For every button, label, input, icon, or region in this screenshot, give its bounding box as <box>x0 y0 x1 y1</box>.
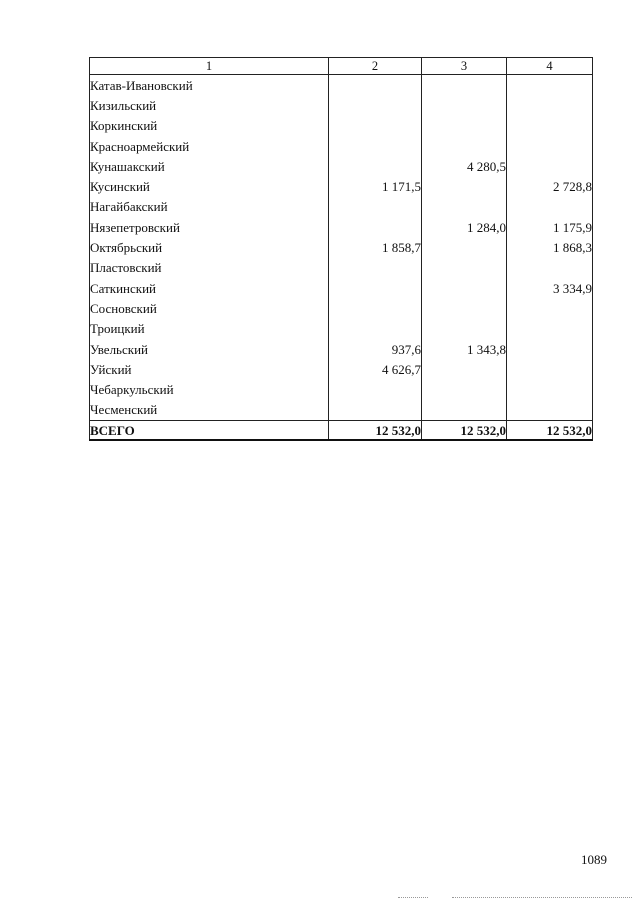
table-row <box>90 156 593 176</box>
district-name-cell: Кизильский <box>90 95 329 115</box>
district-name-cell: Нязепетровский <box>90 217 329 237</box>
district-name-cell: Уйский <box>90 359 329 379</box>
district-name-cell: Красноармейский <box>90 136 329 156</box>
value-cell <box>422 116 507 136</box>
table-row <box>90 237 593 257</box>
table-row <box>90 400 593 421</box>
value-cell: 1 858,7 <box>329 237 422 257</box>
value-cell <box>422 400 507 421</box>
value-cell <box>507 136 593 156</box>
total-value-cell: 12 532,0 <box>329 421 422 441</box>
value-cell <box>329 319 422 339</box>
value-cell <box>329 136 422 156</box>
value-cell <box>507 379 593 399</box>
value-cell <box>329 298 422 318</box>
table-row <box>90 339 593 359</box>
value-cell <box>422 95 507 115</box>
value-cell: 1 175,9 <box>507 217 593 237</box>
table-row <box>90 319 593 339</box>
value-cell <box>507 400 593 421</box>
district-name-cell: Октябрьский <box>90 237 329 257</box>
value-cell: 4 280,5 <box>422 156 507 176</box>
value-cell: 1 868,3 <box>507 237 593 257</box>
value-cell <box>507 258 593 278</box>
value-cell: 937,6 <box>329 339 422 359</box>
value-cell <box>422 176 507 196</box>
value-cell <box>507 339 593 359</box>
district-name-cell: Кунашакский <box>90 156 329 176</box>
value-cell <box>329 116 422 136</box>
header-cell: 2 <box>329 58 422 75</box>
value-cell <box>329 75 422 96</box>
value-cell <box>329 400 422 421</box>
value-cell: 1 284,0 <box>422 217 507 237</box>
district-name-cell: Пластовский <box>90 258 329 278</box>
scan-artifact-line <box>452 897 632 898</box>
total-value-cell: 12 532,0 <box>507 421 593 441</box>
value-cell <box>507 116 593 136</box>
district-name-cell: Нагайбакский <box>90 197 329 217</box>
value-cell <box>422 379 507 399</box>
value-cell <box>422 319 507 339</box>
district-name-cell: Сосновский <box>90 298 329 318</box>
table-row <box>90 75 593 96</box>
header-cell: 4 <box>507 58 593 75</box>
value-cell <box>422 237 507 257</box>
table-row <box>90 176 593 196</box>
total-label-cell: ВСЕГО <box>90 421 329 441</box>
table-row <box>90 217 593 237</box>
value-cell <box>507 319 593 339</box>
value-cell <box>329 217 422 237</box>
value-cell <box>329 95 422 115</box>
value-cell <box>422 197 507 217</box>
value-cell <box>507 156 593 176</box>
table-row <box>90 136 593 156</box>
district-name-cell: Чесменский <box>90 400 329 421</box>
value-cell <box>422 75 507 96</box>
table-row <box>90 359 593 379</box>
district-name-cell: Катав-Ивановский <box>90 75 329 96</box>
value-cell: 4 626,7 <box>329 359 422 379</box>
total-value-cell: 12 532,0 <box>422 421 507 441</box>
header-cell: 1 <box>90 58 329 75</box>
district-name-cell: Коркинский <box>90 116 329 136</box>
district-name-cell: Чебаркульский <box>90 379 329 399</box>
value-cell <box>329 379 422 399</box>
value-cell <box>422 359 507 379</box>
value-cell <box>422 278 507 298</box>
value-cell <box>507 298 593 318</box>
table-header-row <box>90 58 593 75</box>
value-cell <box>329 258 422 278</box>
value-cell <box>329 278 422 298</box>
table-row <box>90 95 593 115</box>
page-number: 1089 <box>581 852 607 867</box>
table-row <box>90 379 593 399</box>
district-name-cell: Троицкий <box>90 319 329 339</box>
district-name-cell: Увельский <box>90 339 329 359</box>
value-cell <box>507 197 593 217</box>
value-cell <box>329 197 422 217</box>
value-cell <box>507 359 593 379</box>
value-cell: 2 728,8 <box>507 176 593 196</box>
district-name-cell: Кусинский <box>90 176 329 196</box>
data-table <box>89 57 593 441</box>
table-row <box>90 278 593 298</box>
value-cell <box>507 95 593 115</box>
table-row <box>90 116 593 136</box>
value-cell <box>507 75 593 96</box>
value-cell: 1 343,8 <box>422 339 507 359</box>
district-name-cell: Саткинский <box>90 278 329 298</box>
value-cell <box>329 156 422 176</box>
value-cell <box>422 136 507 156</box>
table-row <box>90 258 593 278</box>
value-cell: 1 171,5 <box>329 176 422 196</box>
table-body <box>90 58 593 441</box>
header-cell: 3 <box>422 58 507 75</box>
table-total-row <box>90 421 593 441</box>
table-row <box>90 298 593 318</box>
table-row <box>90 197 593 217</box>
value-cell <box>422 298 507 318</box>
value-cell <box>422 258 507 278</box>
value-cell: 3 334,9 <box>507 278 593 298</box>
scan-artifact-line <box>398 897 428 898</box>
